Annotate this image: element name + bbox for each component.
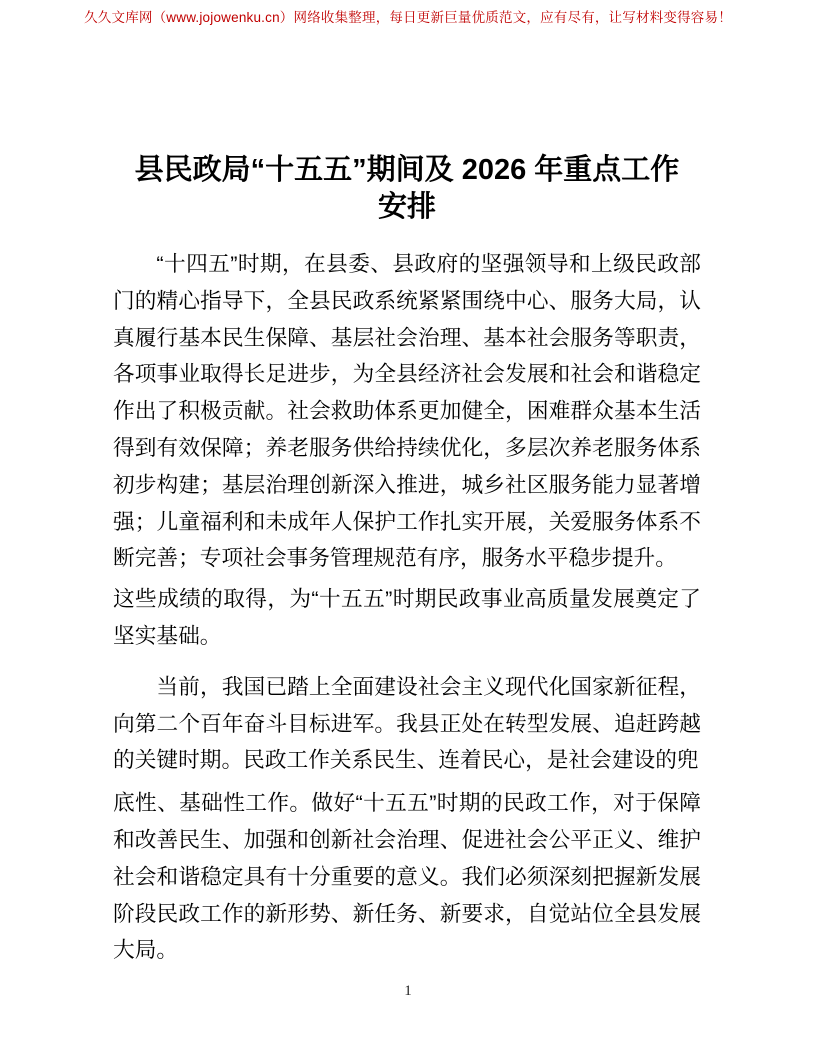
title-line-1: 县民政局“十五五”期间及 2026 年重点工作	[134, 154, 680, 186]
paragraph-3: 当前，我国已踏上全面建设社会主义现代化国家新征程，向第二个百年奋斗目标进军。我县正处在转型发展、追赶跨越的关键时期。民政工作关系民生、连着民心，是社会建设的兜	[113, 673, 701, 773]
watermark-notice: 久久文库网（www.jojowenku.cn）网络收集整理，每日更新巨量优质范文，应有尽有，让写材料变得容易！	[84, 10, 732, 25]
page-footer	[0, 982, 816, 1000]
paragraph-2: 这些成绩的取得，为“十五五”时期民政事业高质量发展奠定了坚实基础。	[113, 586, 701, 648]
paragraph-1: “十四五”时期，在县委、县政府的坚强领导和上级民政部门的精心指导下，全县民政系统紧紧围绕中心、服务大局，认真履行基本民生保障、基层社会治理、基本社会服务等职责，各项事业取得长足进步，为全县经济社会发展和社会和谐稳定作出了积极贡献。社会救助体系更加健全，困难群众基本生活得到有效保障；养老服务供给持续优化，多层次养老服务体系初步构建；基层治理创新深入推进，城乡社区服务能力显著增强；儿童福利和未成年人保护工作扎实开展，关爱服务体系不断完善；专项社会事务管理规范有序，服务水平稳步提升。	[113, 251, 701, 571]
page-number: 1	[404, 983, 412, 999]
title-line-2: 安排	[377, 191, 436, 223]
document-title	[113, 152, 701, 226]
document-body	[113, 246, 701, 969]
paragraph-4: 底性、基础性工作。做好“十五五”时期的民政工作，对于保障和改善民生、加强和创新社会治理、促进社会公平正义、维护社会和谐稳定具有十分重要的意义。我们必须深刻把握新发展阶段民政工作的新形势、新任务、新要求，自觉站位全县发展大局。	[113, 790, 701, 963]
page-header	[0, 6, 816, 27]
